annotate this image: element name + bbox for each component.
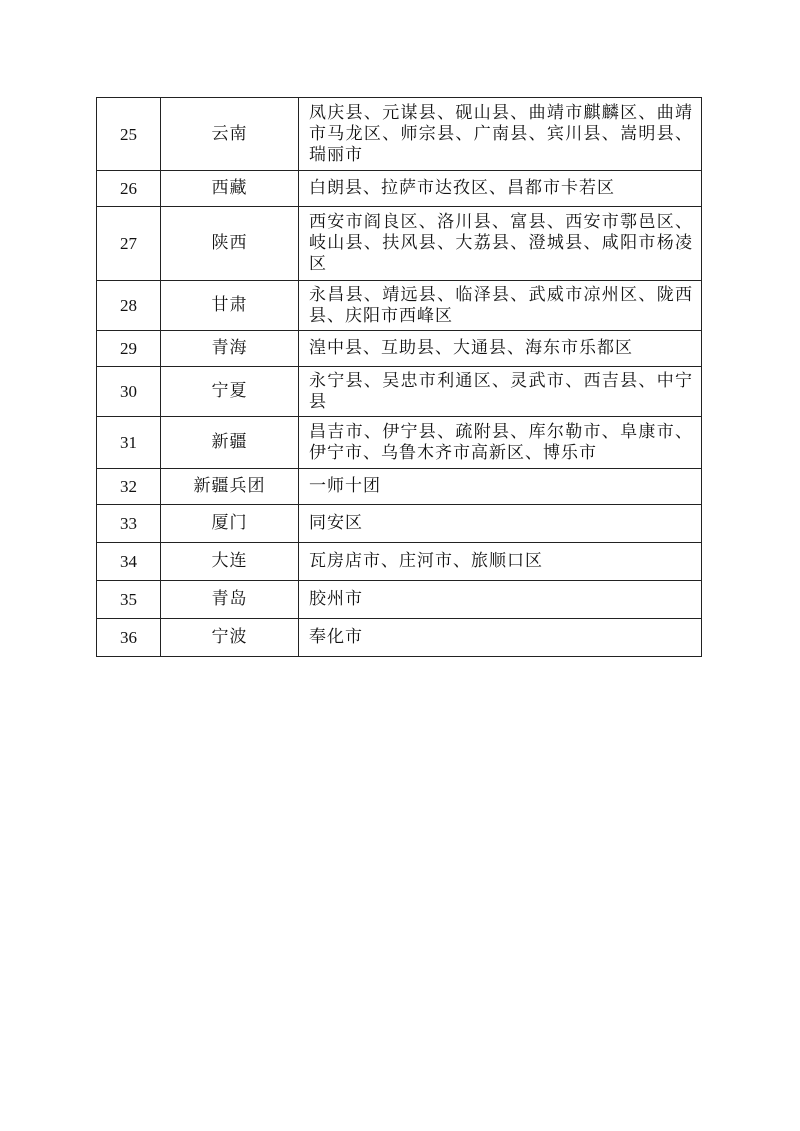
province-name: 西藏 [161,171,299,207]
county-list: 瓦房店市、庄河市、旅顺口区 [299,543,702,581]
table-row [97,207,702,281]
row-number: 35 [97,581,161,619]
province-name: 青岛 [161,581,299,619]
province-name: 云南 [161,98,299,171]
table-row [97,619,702,657]
county-list: 永宁县、吴忠市利通区、灵武市、西吉县、中宁县 [299,367,702,417]
county-list: 同安区 [299,505,702,543]
county-list: 西安市阎良区、洛川县、富县、西安市鄠邑区、岐山县、扶风县、大荔县、澄城县、咸阳市杨凌区 [299,207,702,281]
province-name: 宁夏 [161,367,299,417]
county-list: 白朗县、拉萨市达孜区、昌都市卡若区 [299,171,702,207]
province-name: 宁波 [161,619,299,657]
province-name: 青海 [161,331,299,367]
table-row [97,98,702,171]
table-row [97,505,702,543]
county-list: 永昌县、靖远县、临泽县、武威市凉州区、陇西县、庆阳市西峰区 [299,281,702,331]
province-name: 新疆兵团 [161,469,299,505]
table-row [97,469,702,505]
county-list: 湟中县、互助县、大通县、海东市乐都区 [299,331,702,367]
table-row [97,281,702,331]
county-list: 凤庆县、元谋县、砚山县、曲靖市麒麟区、曲靖市马龙区、师宗县、广南县、宾川县、嵩明县、瑞丽市 [299,98,702,171]
county-list: 昌吉市、伊宁县、疏附县、库尔勒市、阜康市、伊宁市、乌鲁木齐市高新区、博乐市 [299,417,702,469]
table-row [97,417,702,469]
row-number: 32 [97,469,161,505]
row-number: 33 [97,505,161,543]
regions-table-body [97,98,702,657]
province-name: 甘肃 [161,281,299,331]
row-number: 31 [97,417,161,469]
table-row [97,331,702,367]
table-row [97,171,702,207]
table-row [97,581,702,619]
county-list: 一师十团 [299,469,702,505]
province-name: 新疆 [161,417,299,469]
province-name: 大连 [161,543,299,581]
regions-table [96,97,702,657]
row-number: 27 [97,207,161,281]
row-number: 36 [97,619,161,657]
row-number: 26 [97,171,161,207]
row-number: 28 [97,281,161,331]
row-number: 29 [97,331,161,367]
table-row [97,543,702,581]
row-number: 34 [97,543,161,581]
row-number: 25 [97,98,161,171]
county-list: 奉化市 [299,619,702,657]
province-name: 陕西 [161,207,299,281]
row-number: 30 [97,367,161,417]
county-list: 胶州市 [299,581,702,619]
province-name: 厦门 [161,505,299,543]
table-row [97,367,702,417]
